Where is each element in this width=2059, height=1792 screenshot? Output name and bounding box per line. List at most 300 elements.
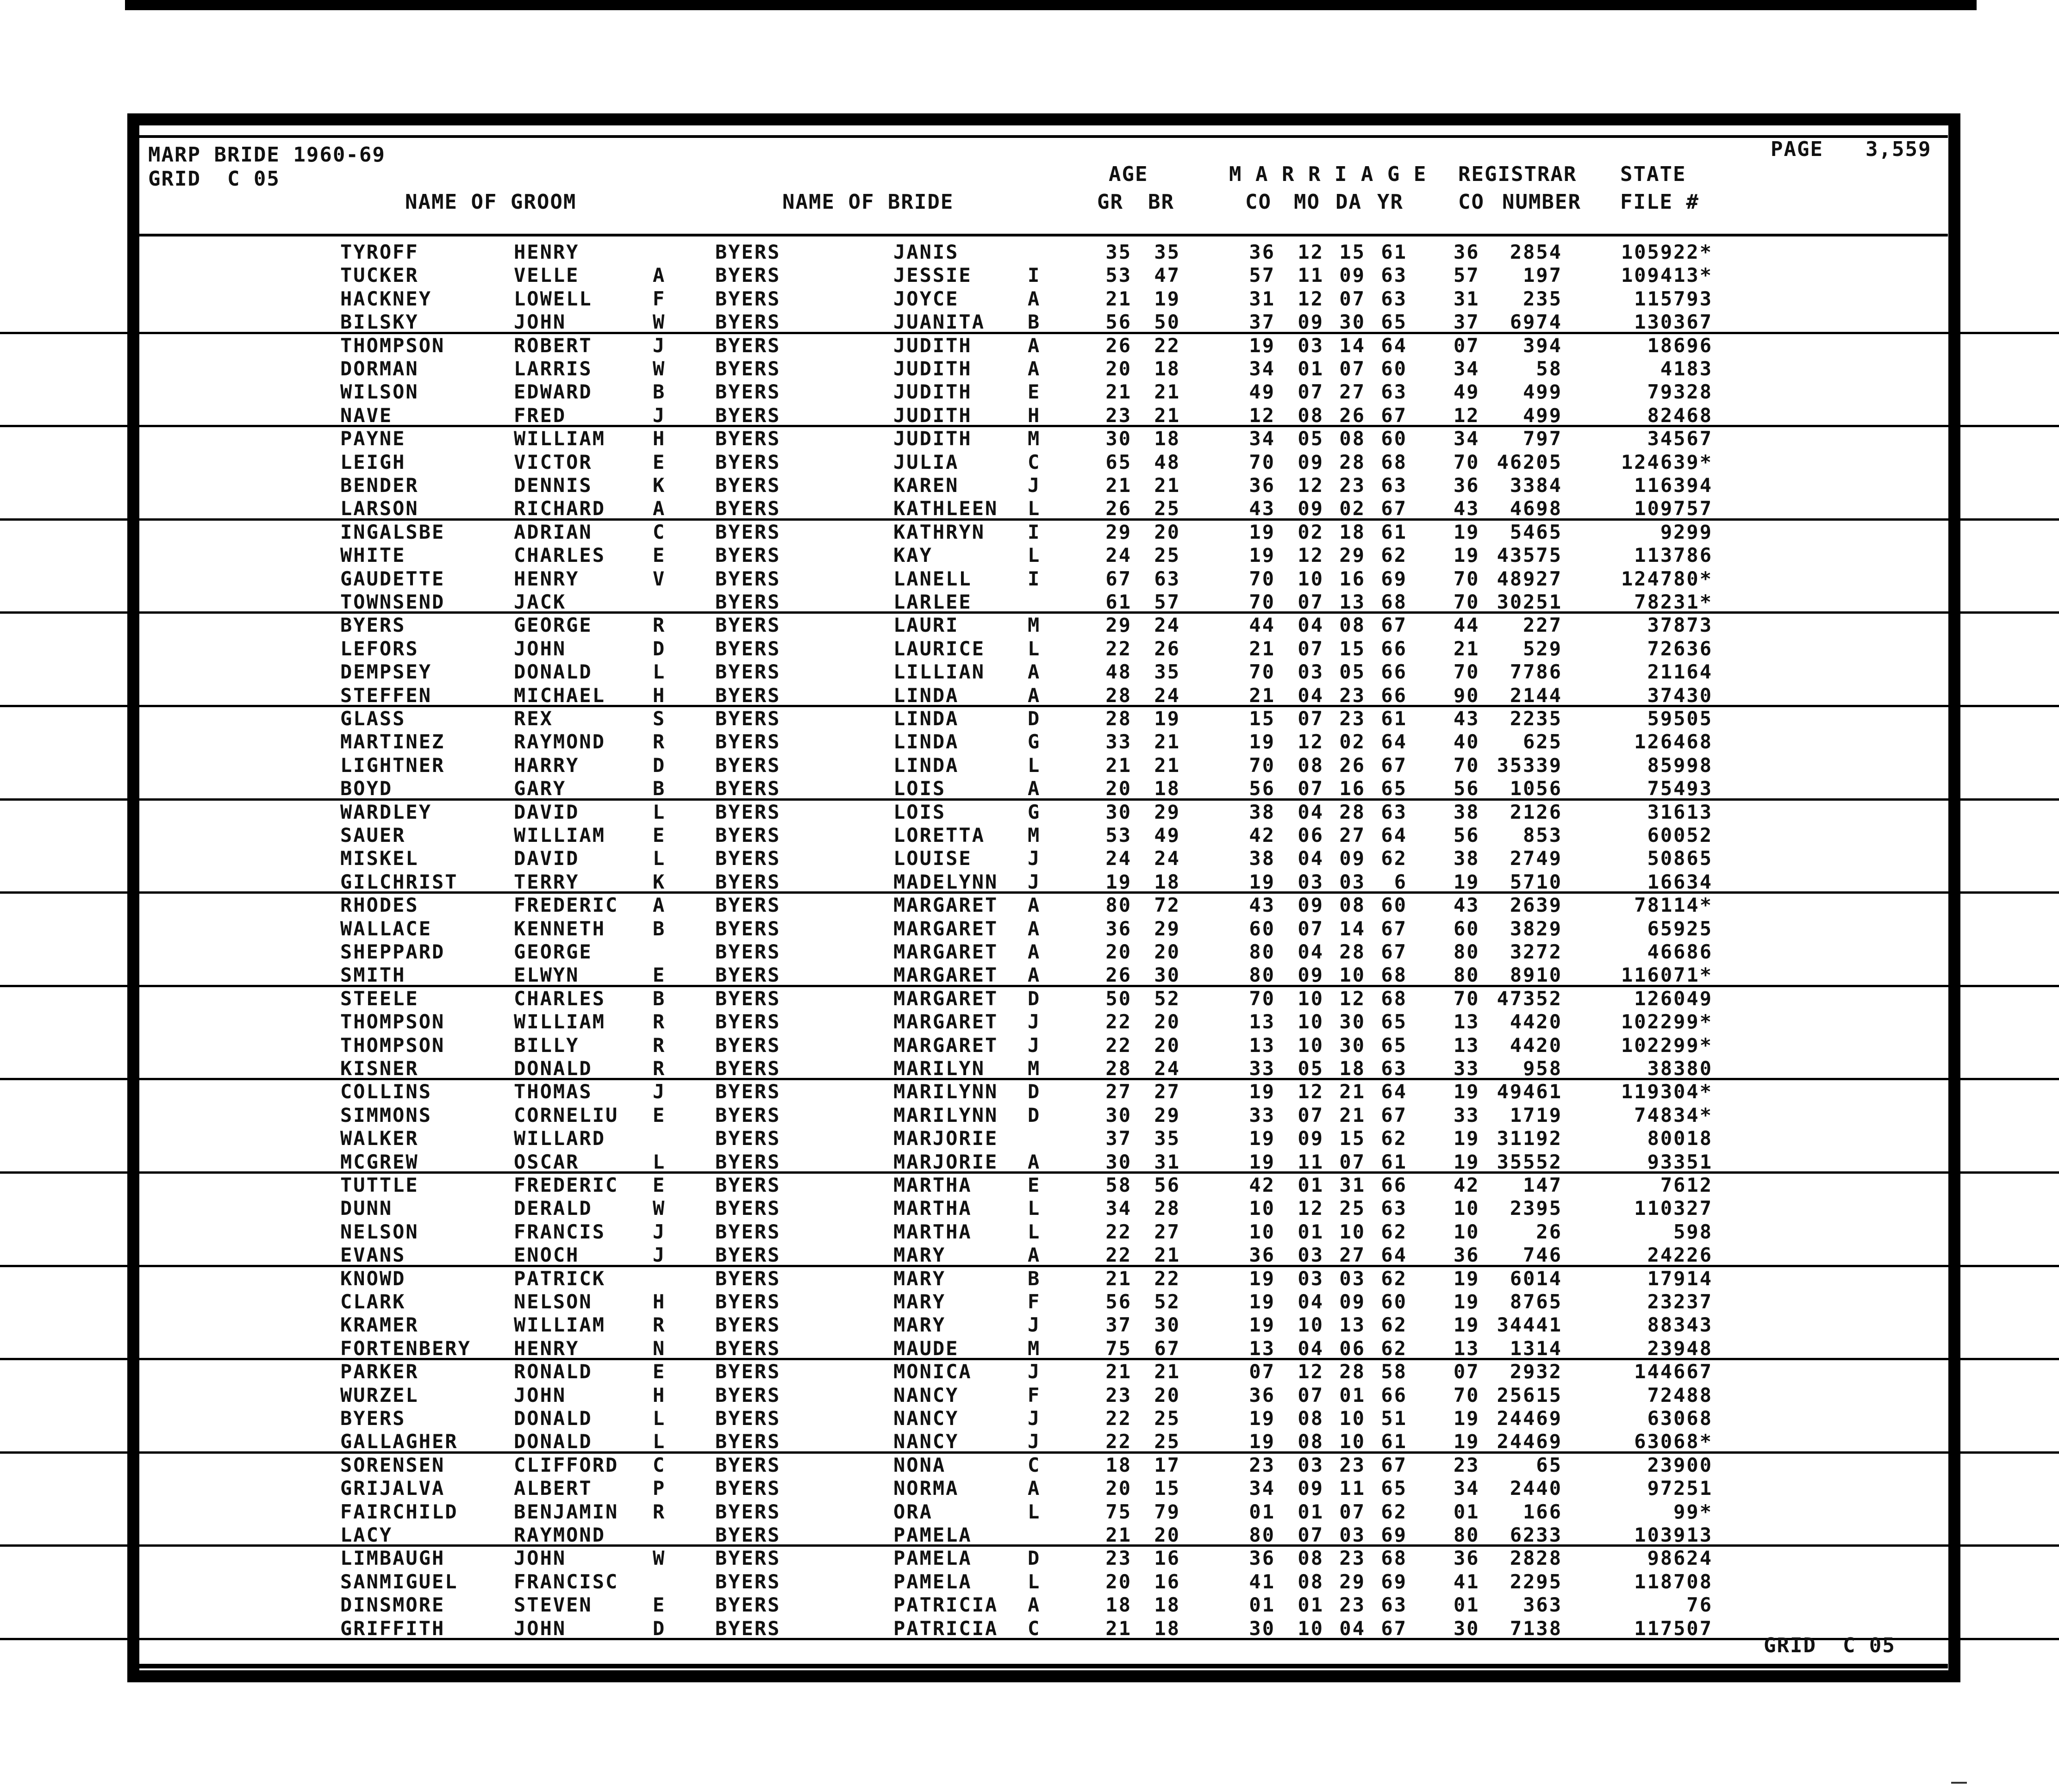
age-groom-cell: 80 — [1105, 894, 1132, 917]
state-file-cell: 110327 — [1634, 1197, 1713, 1220]
state-file-cell: 130367 — [1634, 311, 1713, 334]
age-bride-cell: 52 — [1154, 1290, 1180, 1313]
marriage-co-cell: 19 — [1249, 1430, 1275, 1453]
groom-initial-cell: E — [653, 450, 666, 473]
registrar-co-cell: 21 — [1454, 637, 1480, 660]
marriage-mo-cell: 01 — [1298, 1593, 1324, 1617]
registrar-co-cell: 38 — [1454, 800, 1480, 823]
groom-last-cell: TUCKER — [340, 264, 419, 287]
state-file-cell: 109413* — [1621, 264, 1713, 287]
groom-last-cell: LEIGH — [340, 450, 406, 473]
marriage-yr-cell: 66 — [1381, 637, 1407, 660]
groom-last-cell: SANMIGUEL — [340, 1570, 458, 1593]
marriage-co-cell: 41 — [1249, 1570, 1275, 1593]
marriage-co-cell: 19 — [1249, 1313, 1275, 1337]
age-groom-cell: 22 — [1105, 1244, 1132, 1267]
marriage-yr-cell: 63 — [1381, 800, 1407, 823]
bride-last-cell: BYERS — [715, 800, 781, 823]
marriage-da-cell: 29 — [1339, 544, 1366, 567]
groom-initial-cell: C — [653, 1453, 666, 1476]
marriage-da-cell: 30 — [1339, 311, 1366, 334]
groom-initial-cell: R — [653, 1010, 666, 1033]
bride-first-cell: MARJORIE — [893, 1127, 998, 1150]
marriage-co-cell: 60 — [1249, 917, 1275, 940]
table-row — [0, 1080, 2059, 1103]
bride-initial-cell: L — [1028, 497, 1041, 520]
groom-first-cell: FRANCISC — [514, 1570, 619, 1593]
registrar-number-cell: 853 — [1523, 824, 1562, 846]
state-file-cell: 117507 — [1634, 1617, 1713, 1640]
groom-last-cell: KISNER — [340, 1057, 419, 1080]
age-groom-cell: 26 — [1105, 334, 1132, 357]
table-row — [0, 1454, 2059, 1477]
groom-first-cell: RICHARD — [514, 497, 606, 520]
registrar-co-cell: 36 — [1454, 474, 1480, 497]
bride-first-cell: LOUISE — [893, 847, 972, 870]
bride-initial-cell: B — [1028, 311, 1041, 334]
bride-last-cell: BYERS — [715, 987, 781, 1010]
bride-first-cell: PAMELA — [893, 1570, 972, 1593]
marriage-co-cell: 13 — [1249, 1010, 1275, 1033]
registrar-co-cell: 57 — [1454, 264, 1480, 287]
bride-first-cell: LARLEE — [893, 591, 972, 613]
marriage-yr-cell: 69 — [1381, 567, 1407, 590]
registrar-number-cell: 3384 — [1510, 474, 1562, 497]
groom-initial-cell: W — [653, 1547, 666, 1570]
age-bride-cell: 18 — [1154, 427, 1180, 450]
registrar-co-cell: 49 — [1454, 380, 1480, 404]
groom-initial-cell: R — [653, 1500, 666, 1523]
age-bride-cell: 28 — [1154, 1197, 1180, 1220]
table-row — [0, 1500, 2059, 1524]
state-file-cell: 109757 — [1634, 497, 1713, 520]
age-bride-cell: 20 — [1154, 1033, 1180, 1057]
groom-initial-cell: L — [653, 660, 666, 684]
groom-last-cell: WURZEL — [340, 1383, 419, 1406]
age-groom-cell: 20 — [1105, 1477, 1132, 1500]
table-row — [0, 684, 2059, 707]
bride-first-cell: LOIS — [893, 777, 946, 800]
bride-last-cell: BYERS — [715, 777, 781, 800]
marriage-yr-cell: 60 — [1381, 427, 1407, 450]
marriage-co-cell: 19 — [1249, 730, 1275, 753]
groom-last-cell: BYERS — [340, 1407, 406, 1430]
state-file-cell: 24226 — [1647, 1244, 1713, 1267]
age-groom-cell: 21 — [1105, 380, 1132, 404]
marriage-mo-cell: 07 — [1298, 637, 1324, 660]
registrar-co-cell: 36 — [1454, 241, 1480, 263]
bride-initial-cell: L — [1028, 1197, 1041, 1220]
marriage-mo-cell: 01 — [1298, 1500, 1324, 1523]
marriage-co-cell: 42 — [1249, 1174, 1275, 1196]
groom-last-cell: WHITE — [340, 544, 406, 567]
marriage-da-cell: 03 — [1339, 870, 1366, 893]
marriage-mo-cell: 12 — [1298, 1360, 1324, 1383]
state-file-cell: 63068* — [1634, 1430, 1713, 1453]
bride-initial-cell: E — [1028, 1174, 1041, 1196]
marriage-da-cell: 23 — [1339, 684, 1366, 707]
bride-first-cell: LANELL — [893, 567, 972, 590]
bride-last-cell: BYERS — [715, 1383, 781, 1406]
groom-last-cell: SAUER — [340, 824, 406, 846]
bride-last-cell: BYERS — [715, 1547, 781, 1570]
groom-initial-cell: P — [653, 1477, 666, 1500]
groom-initial-cell: B — [653, 380, 666, 404]
bride-first-cell: NANCY — [893, 1430, 959, 1453]
age-groom-cell: 19 — [1105, 870, 1132, 893]
registrar-number-cell: 797 — [1523, 427, 1562, 450]
bride-initial-cell: D — [1028, 707, 1041, 730]
bride-first-cell: MARGARET — [893, 1033, 998, 1057]
groom-initial-cell: E — [653, 1103, 666, 1126]
col-bride-header: NAME OF BRIDE — [782, 190, 954, 214]
marriage-da-cell: 03 — [1339, 1267, 1366, 1290]
groom-first-cell: DONALD — [514, 1407, 593, 1430]
age-bride-cell: 20 — [1154, 520, 1180, 543]
state-file-cell: 4183 — [1660, 357, 1713, 380]
groom-initial-cell: F — [653, 287, 666, 310]
groom-last-cell: THOMPSON — [340, 334, 445, 357]
table-row — [0, 1174, 2059, 1197]
registrar-number-cell: 31192 — [1497, 1127, 1562, 1150]
registrar-number-cell: 499 — [1523, 380, 1562, 404]
marriage-co-cell: 34 — [1249, 357, 1275, 380]
bride-first-cell: LINDA — [893, 730, 959, 753]
marriage-yr-cell: 64 — [1381, 1244, 1407, 1267]
registrar-number-cell: 48927 — [1497, 567, 1562, 590]
state-file-cell: 16634 — [1647, 870, 1713, 893]
state-file-cell: 76 — [1686, 1593, 1713, 1617]
marriage-yr-cell: 61 — [1381, 520, 1407, 543]
bride-first-cell: MARTHA — [893, 1197, 972, 1220]
bride-first-cell: MARTHA — [893, 1174, 972, 1196]
registrar-number-cell: 147 — [1523, 1174, 1562, 1196]
col-groom-header: NAME OF GROOM — [405, 190, 577, 214]
age-groom-cell: 22 — [1105, 1407, 1132, 1430]
marriage-co-cell: 15 — [1249, 707, 1275, 730]
marriage-da-cell: 06 — [1339, 1337, 1366, 1360]
bride-initial-cell: H — [1028, 404, 1041, 427]
bride-first-cell: JUDITH — [893, 380, 972, 404]
registrar-number-cell: 5710 — [1510, 870, 1562, 893]
groom-last-cell: LIMBAUGH — [340, 1547, 445, 1570]
age-groom-cell: 29 — [1105, 520, 1132, 543]
registrar-number-cell: 1056 — [1510, 777, 1562, 800]
groom-initial-cell: N — [653, 1337, 666, 1360]
marriage-mo-cell: 08 — [1298, 1570, 1324, 1593]
state-file-cell: 75493 — [1647, 777, 1713, 800]
age-bride-cell: 56 — [1154, 1174, 1180, 1196]
table-row — [0, 660, 2059, 684]
age-groom-cell: 20 — [1105, 940, 1132, 963]
registrar-number-cell: 2144 — [1510, 684, 1562, 707]
state-file-cell: 97251 — [1647, 1477, 1713, 1500]
registrar-number-cell: 65 — [1536, 1453, 1562, 1476]
bride-initial-cell: D — [1028, 987, 1041, 1010]
groom-initial-cell: K — [653, 474, 666, 497]
bride-first-cell: MARY — [893, 1244, 946, 1267]
groom-initial-cell: D — [653, 637, 666, 660]
marriage-mo-cell: 10 — [1298, 1033, 1324, 1057]
marriage-co-cell: 80 — [1249, 940, 1275, 963]
marriage-da-cell: 21 — [1339, 1080, 1366, 1103]
age-groom-cell: 28 — [1105, 684, 1132, 707]
bride-first-cell: LORETTA — [893, 824, 986, 846]
marriage-da-cell: 23 — [1339, 1547, 1366, 1570]
age-bride-cell: 31 — [1154, 1150, 1180, 1173]
bride-initial-cell: L — [1028, 1220, 1041, 1243]
age-groom-cell: 34 — [1105, 1197, 1132, 1220]
bride-last-cell: BYERS — [715, 1197, 781, 1220]
marriage-da-cell: 15 — [1339, 1127, 1366, 1150]
marriage-da-cell: 09 — [1339, 1290, 1366, 1313]
groom-first-cell: CHARLES — [514, 987, 606, 1010]
age-groom-cell: 21 — [1105, 1267, 1132, 1290]
marriage-co-cell: 36 — [1249, 474, 1275, 497]
table-row — [0, 1384, 2059, 1407]
groom-first-cell: ENOCH — [514, 1244, 580, 1267]
registrar-number-cell: 4420 — [1510, 1010, 1562, 1033]
age-bride-cell: 15 — [1154, 1477, 1180, 1500]
marriage-mo-cell: 07 — [1298, 1103, 1324, 1126]
registrar-number-cell: 26 — [1536, 1220, 1562, 1243]
state-file-cell: 80018 — [1647, 1127, 1713, 1150]
marriage-mo-cell: 02 — [1298, 520, 1324, 543]
marriage-co-cell: 70 — [1249, 450, 1275, 473]
marriage-co-cell: 19 — [1249, 870, 1275, 893]
registrar-co-cell: 43 — [1454, 497, 1480, 520]
groom-first-cell: LOWELL — [514, 287, 593, 310]
groom-last-cell: KNOWD — [340, 1267, 406, 1290]
groom-initial-cell: D — [653, 1617, 666, 1640]
table-row — [0, 1477, 2059, 1500]
registrar-number-cell: 363 — [1523, 1593, 1562, 1617]
marriage-mo-cell: 04 — [1298, 847, 1324, 870]
groom-first-cell: JOHN — [514, 1617, 567, 1640]
groom-first-cell: JACK — [514, 591, 567, 613]
age-groom-cell: 21 — [1105, 474, 1132, 497]
age-bride-cell: 67 — [1154, 1337, 1180, 1360]
age-groom-cell: 61 — [1105, 591, 1132, 613]
state-file-cell: 31613 — [1647, 800, 1713, 823]
registrar-number-cell: 2440 — [1510, 1477, 1562, 1500]
registrar-co-cell: 70 — [1454, 591, 1480, 613]
groom-first-cell: HENRY — [514, 241, 580, 263]
groom-first-cell: NELSON — [514, 1290, 593, 1313]
age-bride-cell: 21 — [1154, 753, 1180, 777]
groom-first-cell: STEVEN — [514, 1593, 593, 1617]
age-bride-cell: 29 — [1154, 1103, 1180, 1126]
marriage-yr-cell: 62 — [1381, 1220, 1407, 1243]
groom-initial-cell: R — [653, 1057, 666, 1080]
age-bride-cell: 20 — [1154, 1524, 1180, 1546]
col-marriage-header: M A R R I A G E — [1229, 162, 1427, 186]
groom-initial-cell: J — [653, 334, 666, 357]
registrar-co-cell: 10 — [1454, 1197, 1480, 1220]
registrar-number-cell: 35339 — [1497, 753, 1562, 777]
table-row — [0, 1593, 2059, 1617]
age-groom-cell: 58 — [1105, 1174, 1132, 1196]
groom-first-cell: DONALD — [514, 1430, 593, 1453]
registrar-co-cell: 33 — [1454, 1103, 1480, 1126]
age-groom-cell: 30 — [1105, 800, 1132, 823]
registrar-co-cell: 01 — [1454, 1593, 1480, 1617]
bride-first-cell: JUDITH — [893, 404, 972, 427]
groom-first-cell: WILLIAM — [514, 1010, 606, 1033]
marriage-mo-cell: 04 — [1298, 1290, 1324, 1313]
bride-first-cell: MARILYN — [893, 1057, 986, 1080]
state-file-cell: 34567 — [1647, 427, 1713, 450]
groom-last-cell: MCGREW — [340, 1150, 419, 1173]
bride-last-cell: BYERS — [715, 1290, 781, 1313]
groom-last-cell: WALKER — [340, 1127, 419, 1150]
age-bride-cell: 18 — [1154, 357, 1180, 380]
state-file-cell: 18696 — [1647, 334, 1713, 357]
top-border — [125, 0, 1977, 10]
table-row — [0, 1057, 2059, 1080]
state-file-cell: 65925 — [1647, 917, 1713, 940]
bride-last-cell: BYERS — [715, 847, 781, 870]
table-row — [0, 1151, 2059, 1174]
table-row — [0, 451, 2059, 474]
bride-initial-cell: C — [1028, 450, 1041, 473]
groom-first-cell: BENJAMIN — [514, 1500, 619, 1523]
marriage-co-cell: 30 — [1249, 1617, 1275, 1640]
bride-last-cell: BYERS — [715, 497, 781, 520]
bride-first-cell: JUDITH — [893, 357, 972, 380]
bride-first-cell: LAURI — [893, 614, 959, 637]
registrar-co-cell: 80 — [1454, 940, 1480, 963]
age-bride-cell: 27 — [1154, 1080, 1180, 1103]
groom-last-cell: FAIRCHILD — [340, 1500, 458, 1523]
groom-first-cell: HARRY — [514, 753, 580, 777]
registrar-co-cell: 12 — [1454, 404, 1480, 427]
bride-last-cell: BYERS — [715, 1407, 781, 1430]
state-file-cell: 124639* — [1621, 450, 1713, 473]
registrar-co-cell: 30 — [1454, 1617, 1480, 1640]
marriage-co-cell: 21 — [1249, 684, 1275, 707]
marriage-yr-cell: 68 — [1381, 591, 1407, 613]
marriage-da-cell: 15 — [1339, 637, 1366, 660]
bride-first-cell: PAMELA — [893, 1524, 972, 1546]
age-groom-cell: 26 — [1105, 964, 1132, 987]
table-row — [0, 1220, 2059, 1244]
registrar-co-cell: 07 — [1454, 334, 1480, 357]
age-bride-cell: 18 — [1154, 1593, 1180, 1617]
bride-initial-cell: A — [1028, 1244, 1041, 1267]
age-groom-cell: 36 — [1105, 917, 1132, 940]
marriage-yr-cell: 64 — [1381, 1080, 1407, 1103]
groom-initial-cell: R — [653, 1313, 666, 1337]
bride-first-cell: MARTHA — [893, 1220, 972, 1243]
age-groom-cell: 28 — [1105, 707, 1132, 730]
bride-initial-cell: B — [1028, 1267, 1041, 1290]
state-file-cell: 105922* — [1621, 241, 1713, 263]
bride-first-cell: NANCY — [893, 1383, 959, 1406]
marriage-yr-cell: 63 — [1381, 1057, 1407, 1080]
groom-first-cell: RAYMOND — [514, 1524, 606, 1546]
marriage-yr-cell: 67 — [1381, 404, 1407, 427]
bride-initial-cell: F — [1028, 1290, 1041, 1313]
groom-initial-cell: H — [653, 427, 666, 450]
registrar-number-cell: 6014 — [1510, 1267, 1562, 1290]
age-groom-cell: 33 — [1105, 730, 1132, 753]
bride-initial-cell: A — [1028, 1593, 1041, 1617]
bride-last-cell: BYERS — [715, 544, 781, 567]
registrar-co-cell: 19 — [1454, 870, 1480, 893]
marriage-co-cell: 10 — [1249, 1197, 1275, 1220]
col-mo-header: MO — [1294, 190, 1320, 214]
state-file-cell: 63068 — [1647, 1407, 1713, 1430]
marriage-mo-cell: 08 — [1298, 1547, 1324, 1570]
bride-first-cell: NONA — [893, 1453, 946, 1476]
age-groom-cell: 22 — [1105, 1033, 1132, 1057]
state-file-cell: 7612 — [1660, 1174, 1713, 1196]
table-row — [0, 1010, 2059, 1033]
groom-initial-cell: J — [653, 404, 666, 427]
marriage-da-cell: 28 — [1339, 940, 1366, 963]
table-row — [0, 1407, 2059, 1430]
state-file-cell: 144667 — [1634, 1360, 1713, 1383]
marriage-mo-cell: 10 — [1298, 1617, 1324, 1640]
groom-last-cell: SORENSEN — [340, 1453, 445, 1476]
age-groom-cell: 20 — [1105, 357, 1132, 380]
groom-last-cell: TOWNSEND — [340, 591, 445, 613]
state-file-cell: 119304* — [1621, 1080, 1713, 1103]
marriage-mo-cell: 07 — [1298, 777, 1324, 800]
bride-last-cell: BYERS — [715, 730, 781, 753]
age-bride-cell: 16 — [1154, 1570, 1180, 1593]
marriage-yr-cell: 68 — [1381, 964, 1407, 987]
marriage-co-cell: 56 — [1249, 777, 1275, 800]
bride-last-cell: BYERS — [715, 1010, 781, 1033]
age-bride-cell: 21 — [1154, 474, 1180, 497]
groom-last-cell: THOMPSON — [340, 1033, 445, 1057]
bride-initial-cell: L — [1028, 1570, 1041, 1593]
bride-last-cell: BYERS — [715, 1524, 781, 1546]
age-bride-cell: 25 — [1154, 544, 1180, 567]
registrar-co-cell: 13 — [1454, 1033, 1480, 1057]
groom-last-cell: NELSON — [340, 1220, 419, 1243]
registrar-co-cell: 60 — [1454, 917, 1480, 940]
bride-initial-cell: A — [1028, 940, 1041, 963]
age-groom-cell: 56 — [1105, 311, 1132, 334]
groom-initial-cell: S — [653, 707, 666, 730]
age-bride-cell: 29 — [1154, 917, 1180, 940]
age-bride-cell: 30 — [1154, 964, 1180, 987]
groom-initial-cell: R — [653, 614, 666, 637]
groom-first-cell: FREDERIC — [514, 1174, 619, 1196]
age-groom-cell: 24 — [1105, 847, 1132, 870]
bride-last-cell: BYERS — [715, 427, 781, 450]
groom-first-cell: WILLARD — [514, 1127, 606, 1150]
bride-first-cell: NANCY — [893, 1407, 959, 1430]
marriage-co-cell: 36 — [1249, 1547, 1275, 1570]
marriage-co-cell: 19 — [1249, 520, 1275, 543]
marriage-co-cell: 70 — [1249, 753, 1275, 777]
registrar-number-cell: 958 — [1523, 1057, 1562, 1080]
registrar-co-cell: 36 — [1454, 1547, 1480, 1570]
age-bride-cell: 25 — [1154, 1407, 1180, 1430]
age-groom-cell: 23 — [1105, 1547, 1132, 1570]
marriage-yr-cell: 62 — [1381, 1267, 1407, 1290]
state-file-cell: 37430 — [1647, 684, 1713, 707]
groom-first-cell: ADRIAN — [514, 520, 593, 543]
marriage-yr-cell: 63 — [1381, 474, 1407, 497]
marriage-da-cell: 23 — [1339, 707, 1366, 730]
table-row — [0, 334, 2059, 357]
state-file-cell: 23900 — [1647, 1453, 1713, 1476]
